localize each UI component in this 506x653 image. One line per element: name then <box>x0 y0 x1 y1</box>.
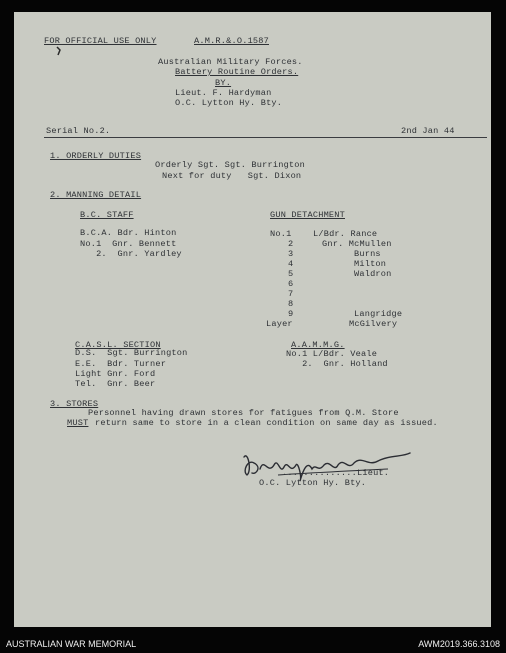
by-label: BY. <box>215 78 232 88</box>
casl-section-heading: C.A.S.L. SECTION <box>75 340 161 350</box>
next-for-duty-line: Next for duty Sgt. Dixon <box>162 171 302 181</box>
section-3-heading: 3. STORES <box>50 399 99 409</box>
aamg-row: No.1 L/Bdr. Veale <box>286 349 378 359</box>
section-2-heading: 2. MANNING DETAIL <box>50 190 142 200</box>
bc-staff-heading: B.C. STAFF <box>80 210 134 220</box>
bc-staff-row: 2. Gnr. Yardley <box>80 249 182 259</box>
casl-row: Tel. Gnr. Beer <box>75 379 156 389</box>
gun-crew-name: Langridge <box>354 309 403 319</box>
serial-rule <box>44 137 487 138</box>
gun-crew-name: L/Bdr. Rance <box>313 229 378 239</box>
footer-source: AUSTRALIAN WAR MEMORIAL <box>6 639 137 649</box>
stores-must: MUST <box>67 418 89 428</box>
officer-name: Lieut. F. Hardyman <box>175 88 272 98</box>
gun-crew-name: Milton <box>354 259 387 269</box>
stores-line-2: return same to store in a clean condition on same day as issued. <box>95 418 438 428</box>
footer-accession: AWM2019.366.3108 <box>418 639 500 649</box>
bc-staff-row: No.1 Gnr. Bennett <box>80 239 177 249</box>
aamg-heading: A.A.M.M.G. <box>291 340 345 350</box>
gun-crew-name: McGilvery <box>349 319 398 329</box>
pin-hole-mark <box>55 46 63 56</box>
gun-detachment-heading: GUN DETACHMENT <box>270 210 345 220</box>
official-use-label: FOR OFFICIAL USE ONLY <box>44 36 157 46</box>
gun-number: 9 <box>288 309 294 319</box>
gun-number: 8 <box>288 299 294 309</box>
gun-number: No.1 <box>270 229 292 239</box>
officer-command: O.C. Lytton Hy. Bty. <box>175 98 283 108</box>
casl-row: Light Gnr. Ford <box>75 369 156 379</box>
gun-number: 3 <box>288 249 294 259</box>
casl-row: E.E. Bdr. Turner <box>75 359 167 369</box>
section-1-heading: 1. ORDERLY DUTIES <box>50 151 142 161</box>
orderly-sgt-line: Orderly Sgt. Sgt. Burrington <box>155 160 305 170</box>
gun-number: Layer <box>266 319 293 329</box>
signature-command: O.C. Lytton Hy. Bty. <box>259 478 367 488</box>
stores-line-1: Personnel having drawn stores for fatigues from Q.M. Store <box>88 408 399 418</box>
casl-row: D.S. Sgt. Burrington <box>75 348 188 358</box>
gun-number: 7 <box>288 289 294 299</box>
gun-number: 5 <box>288 269 294 279</box>
gun-crew-name: Gnr. McMullen <box>322 239 392 249</box>
org-line-2: Battery Routine Orders. <box>175 67 299 77</box>
bc-staff-row: B.C.A. Bdr. Hinton <box>80 228 177 238</box>
reference-number: A.M.R.&.O.1587 <box>194 36 269 46</box>
serial-number: Serial No.2. <box>46 126 111 136</box>
gun-number: 6 <box>288 279 294 289</box>
gun-number: 2 <box>288 239 294 249</box>
gun-crew-name: Waldron <box>354 269 392 279</box>
org-line-1: Australian Military Forces. <box>158 57 303 67</box>
aamg-row: 2. Gnr. Holland <box>286 359 388 369</box>
gun-crew-name: Burns <box>354 249 381 259</box>
signature-rank-line: ..............Lieut. <box>282 468 390 478</box>
order-date: 2nd Jan 44 <box>401 126 455 136</box>
gun-number: 4 <box>288 259 294 269</box>
